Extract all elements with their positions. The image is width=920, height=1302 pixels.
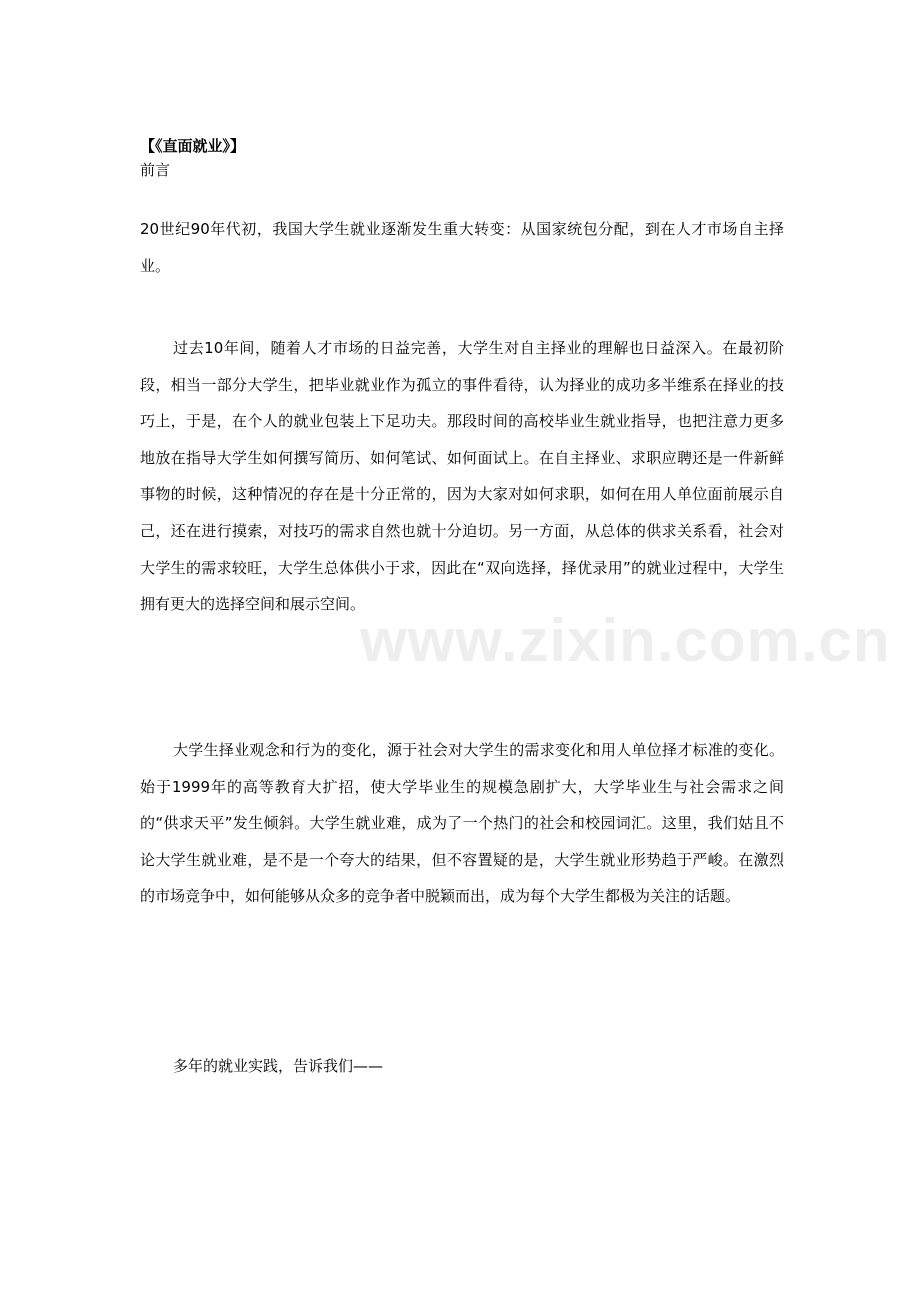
paragraph-intro: 20世纪90年代初，我国大学生就业逐渐发生重大转变：从国家统包分配，到在人才市场自主择业。: [140, 220, 784, 275]
preface-heading: 前言: [140, 161, 171, 179]
paragraph-practice: 多年的就业实践，告诉我们——: [173, 1057, 384, 1075]
paragraph-change: 大学生择业观念和行为的变化，源于社会对大学生的需求变化和用人单位择才标准的变化。始于1999年的高等教育大扩招，使大学毕业生的规模急剧扩大，大学毕业生与社会需求之间的“供求天平”发生倾斜。大学生就业难，成为了一个热门的社会和校园词汇。这里，我们姑且不论大学生就业难，是不是一个夸大的结果，但不容置疑的是，大学生就业形势趋于严峻。在激烈的市场竞争中，如何能够从众多的竞争者中脱颖而出，成为每个大学生都极为关注的话题。: [140, 741, 784, 906]
watermark: www.zixin.com.cn: [360, 607, 891, 674]
paragraph-past-decade: 过去10年间，随着人才市场的日益完善，大学生对自主择业的理解也日益深入。在最初阶段，相当一部分大学生，把毕业就业作为孤立的事件看待，认为择业的成功多半维系在择业的技巧上，于是，在个人的就业包装上下足功夫。那段时间的高校毕业生就业指导，也把注意力更多地放在指导大学生如何撰写简历、如何笔试、如何面试上。在自主择业、求职应聘还是一件新鲜事物的时候，这种情况的存在是十分正常的，因为大家对如何求职，如何在用人单位面前展示自己，还在进行摸索，对技巧的需求自然也就十分迫切。另一方面，从总体的供求关系看，社会对大学生的需求较旺，大学生总体供小于求，因此在“双向选择，择优录用”的就业过程中，大学生拥有更大的选择空间和展示空间。: [140, 339, 784, 614]
document-title: 【《直面就业》】: [140, 137, 246, 155]
